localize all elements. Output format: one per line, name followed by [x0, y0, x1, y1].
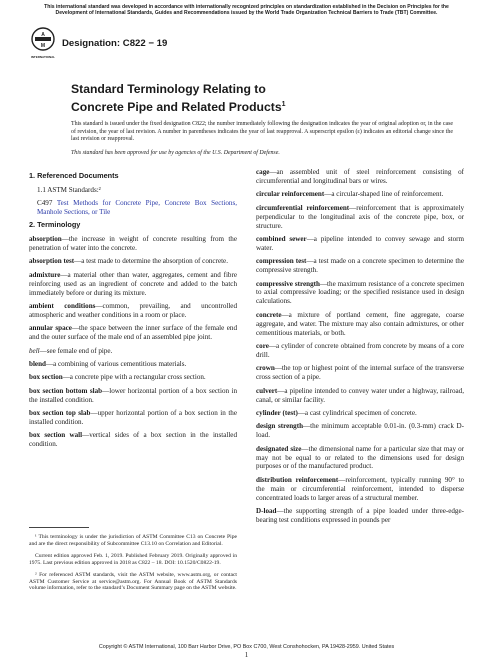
term-definition: —a concrete pipe with a rectangular cross section.	[62, 373, 206, 382]
term-definition: —common, prevailing, and uncontrolled atmospheric and weather conditions in a room or place.	[29, 301, 238, 319]
issued-note: This standard is issued under the fixed designation C822; the number immediately following the designation indicates the year of original adoption or, in the case of revision, the year of last revision. A number in parentheses indicates the year of last reapproval. A superscript epsilon (ε) indicates an editorial change since the last revision or reapproval.	[71, 121, 453, 143]
term-definition: —the supporting strength of a pipe loaded under three-edge-bearing test conditions expressed in pounds per	[256, 507, 464, 524]
term-name: blend	[29, 360, 46, 368]
term-entry	[256, 364, 464, 382]
term-entry	[256, 235, 464, 253]
dod-note: This standard has been approved for use by agencies of the U.S. Department of Defense.	[71, 150, 280, 156]
term-definition: —upper horizontal portion of a box section in the installed condition.	[29, 409, 237, 427]
term-name: distribution reinforcement	[256, 475, 339, 484]
term-entry	[29, 235, 237, 253]
section-1-heading: 1. Referenced Documents	[29, 171, 119, 180]
left-term-list	[29, 235, 237, 449]
term-definition: —a circular-shaped line of reinforcement.	[324, 190, 444, 199]
right-term-list	[256, 168, 464, 525]
term-definition: —a cylinder of concrete obtained from concrete by means of a core drill.	[256, 342, 464, 359]
term-definition: —vertical sides of a box section in the installed condition.	[29, 431, 237, 449]
logo-text: INTERNATIONAL	[31, 55, 55, 59]
term-entry	[29, 324, 237, 342]
term-definition: —the minimum acceptable 0.01-in. (0.3-mm) crack D-load.	[256, 422, 464, 440]
term-entry	[29, 347, 237, 356]
term-name: compression test	[256, 257, 307, 266]
designation: Designation: C822 − 19	[62, 38, 168, 49]
term-name: compressive strength	[256, 279, 320, 288]
term-entry	[29, 387, 237, 405]
astm-logo	[31, 27, 55, 61]
term-entry	[29, 409, 237, 427]
term-definition: —a test made on a concrete specimen to determine the compressive strength.	[256, 257, 464, 275]
term-definition: —lower horizontal portion of a box section in the installed condition.	[29, 386, 237, 404]
term-name: circular reinforcement	[256, 190, 325, 199]
svg-text:M: M	[40, 43, 46, 49]
copyright: Copyright © ASTM International, 100 Barr Harbor Drive, PO Box C700, West Conshohocken, PA 19428-2959. United States	[98, 644, 395, 650]
title-line-2-text: Concrete Pipe and Related Products	[71, 100, 282, 115]
footnote-rule	[29, 527, 89, 528]
term-name: box section wall	[29, 431, 83, 440]
term-entry	[256, 342, 464, 360]
term-entry	[256, 204, 464, 231]
term-entry	[256, 311, 464, 338]
term-definition: —see female end of pipe.	[39, 346, 113, 355]
term-name: admixture	[29, 270, 61, 279]
term-name: culvert	[256, 386, 278, 395]
term-name: core	[256, 342, 269, 350]
term-entry	[256, 409, 464, 418]
footnote-1b: Current edition approved Feb. 1, 2019. Published February 2019. Originally approved in 1975. Last previous edition approved in 2018 as C822 – 18. DOI: 10.1520/C0822-19.	[29, 552, 237, 566]
page-number: 1	[244, 651, 249, 659]
document-title	[71, 82, 451, 115]
wto-notice: This international standard was developed in accordance with internationally recognized principles on standardization established in the Decision on Principles for the Development of International Standards, Guides and Recommendations issued by the World Trade Organization Technical Barriers to Trade (TBT) Committee.	[44, 4, 449, 17]
section-1-1: 1.1 ASTM Standards:²	[37, 185, 101, 194]
term-name: combined sewer	[256, 234, 307, 243]
term-entry	[256, 476, 464, 503]
term-name: bell	[29, 346, 40, 355]
term-name: crown	[256, 364, 275, 373]
term-definition: —reinforcement, typically running 90° to the main or circumferential reinforcement, intended to disperse concentrated loads to larger areas of a structural member.	[256, 475, 464, 502]
term-name: D-load	[256, 507, 277, 516]
term-entry	[29, 271, 237, 298]
term-name: concrete	[256, 310, 282, 319]
term-definition: —a material other than water, aggregates, cement and fibre reinforcing used as an ingredient of concrete and added to the batch immediately before or during its mixture.	[29, 270, 237, 297]
term-entry	[256, 190, 464, 199]
term-entry	[256, 422, 464, 440]
term-entry	[256, 168, 464, 186]
term-definition: —a combining of various cementitious materials.	[45, 360, 187, 368]
term-definition: —an assembled unit of steel reinforcement consisting of circumferential and longitudinal bars or wires.	[256, 168, 464, 185]
term-definition: —the top or highest point of the internal surface of the transverse cross section of a pipe.	[256, 364, 464, 382]
term-entry	[256, 507, 464, 525]
term-entry	[256, 387, 464, 405]
term-name: design strength	[256, 422, 304, 431]
reference-link[interactable]: Test Methods for Concrete Pipe, Concrete Box Sections, Manhole Sections, or Tile	[37, 199, 237, 217]
section-2-heading: 2. Terminology	[29, 220, 81, 230]
term-entry	[29, 302, 237, 320]
term-entry	[29, 373, 237, 382]
term-entry	[256, 445, 464, 472]
term-name: cage	[256, 168, 270, 176]
term-definition: —a mixture of portland cement, fine aggregate, coarse aggregate, and water. The mixture may also contain admixtures, or other cementitious materials, or both.	[256, 310, 464, 337]
reference-code: C497	[37, 199, 53, 208]
term-name: absorption test	[29, 257, 75, 266]
term-definition: —a test made to determine the absorption of concrete.	[74, 257, 228, 266]
term-entry	[256, 280, 464, 307]
term-name: circumferential reinforcement	[256, 203, 350, 212]
term-definition: —the maximum resistance of a concrete specimen to axial compressive loading; or the specified resistance used in design calculations.	[256, 279, 464, 306]
left-column	[29, 168, 237, 454]
term-name: cylinder (test)	[256, 408, 298, 417]
term-name: box section top slab	[29, 409, 91, 418]
term-entry	[256, 257, 464, 275]
term-entry	[29, 360, 237, 369]
term-definition: —a pipeline intended to convey sewage and storm water.	[256, 234, 464, 252]
svg-text:A: A	[41, 32, 45, 38]
term-name: absorption	[29, 235, 62, 244]
title-line-2	[71, 97, 451, 115]
term-definition: —reinforcement that is approximately perpendicular to the longitudinal axis of the concrete pipe, box, or structure.	[256, 203, 464, 230]
term-entry	[29, 257, 237, 266]
term-name: ambient conditions	[29, 301, 96, 310]
term-name: annular space	[29, 324, 72, 333]
term-name: box section bottom slab	[29, 386, 103, 395]
term-definition: —a pipeline intended to convey water under a highway, railroad, canal, or similar facility.	[256, 386, 464, 404]
term-entry	[29, 431, 237, 449]
footnote-1: ¹ This terminology is under the jurisdiction of ASTM Committee C13 on Concrete Pipe and are the direct responsibility of Subcommittee C13.10 on Correlation and Editorial.	[29, 534, 237, 547]
term-definition: —the increase in weight of concrete resulting from the penetration of water into the concrete.	[29, 235, 237, 252]
title-footnote-ref[interactable]: 1	[281, 101, 286, 108]
footnotes	[29, 527, 237, 597]
right-column	[256, 168, 464, 529]
footnote-2: ² For referenced ASTM standards, visit the ASTM website, www.astm.org, or contact ASTM Customer Service at service@astm.org. For Annual Book of ASTM Standards volume information, refer to the standard’s Document Summary page on the ASTM website.	[29, 571, 237, 592]
term-name: box section	[29, 373, 63, 382]
term-definition: —the dimensional name for a particular size that may or may not be equal to or related to the dimensions used for design purposes or of the manufactured product.	[256, 444, 464, 471]
term-definition: —a cast cylindrical specimen of concrete.	[297, 408, 417, 417]
title-line-1: Standard Terminology Relating to	[71, 82, 266, 96]
term-definition: —the space between the inner surface of the female end and the outer surface of the male end of an assembled pipe joint.	[29, 324, 237, 342]
reference-c497	[37, 199, 237, 217]
term-name: designated size	[256, 444, 302, 453]
